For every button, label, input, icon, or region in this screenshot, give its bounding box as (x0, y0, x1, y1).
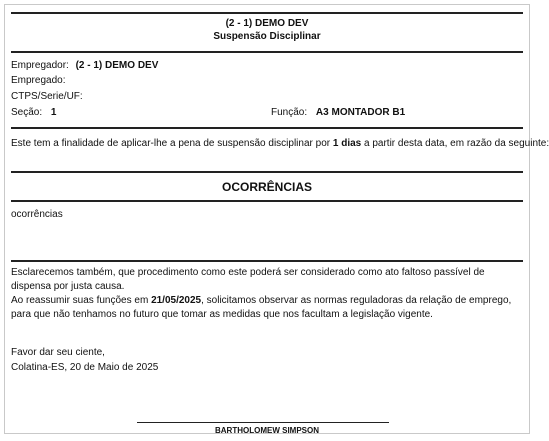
function-value: A3 MONTADOR B1 (315, 107, 406, 118)
suspension-text-after: a partir desta data, em razão da seguinte: (361, 138, 549, 149)
function-row (271, 107, 405, 119)
ctps-row (11, 91, 83, 103)
employer-value: (2 - 1) DEMO DEV (75, 60, 159, 71)
top-rule (11, 12, 523, 14)
header-bottom-rule (11, 51, 523, 53)
place-date-text: Colatina-ES, 20 de Maio de 2025 (11, 362, 159, 373)
company-title: (2 - 1) DEMO DEV (225, 18, 309, 29)
suspension-sentence (11, 138, 549, 150)
employee-label: Empregado: (11, 75, 66, 86)
suspension-text-before: Este tem a finalidade de aplicar-lhe a pena de suspensão disciplinar por (11, 138, 333, 149)
closing-text: Favor dar seu ciente, (11, 347, 105, 358)
return-date: 21/05/2025 (151, 295, 202, 306)
employee-section-rule (11, 127, 523, 129)
occurrences-heading: OCORRÊNCIAS (221, 180, 312, 194)
document-title: Suspensão Disciplinar (213, 31, 321, 42)
section-value: 1 (50, 107, 57, 118)
clarification-paragraph: Esclarecemos também, que procedimento como este poderá ser considerado como ato faltoso passível de dispensa por justa causa. (11, 267, 485, 292)
return-text-before: Ao reassumir suas funções em (11, 295, 152, 306)
suspension-days: 1 dias (332, 138, 362, 149)
section-label: Seção: (11, 107, 43, 118)
occurrences-end-rule (11, 260, 523, 262)
return-notice-paragraph (11, 294, 525, 322)
ctps-label: CTPS/Serie/UF: (11, 91, 83, 102)
employee-row (11, 75, 65, 87)
document-page (4, 4, 549, 435)
occurrences-top-rule (11, 171, 523, 173)
occurrences-bottom-rule (11, 200, 523, 202)
signature-line (137, 422, 389, 423)
function-label: Função: (271, 107, 308, 118)
signature-name: BARTHOLOMEW SIMPSON (215, 426, 319, 435)
employer-row (11, 60, 158, 72)
employer-label: Empregador: (11, 60, 69, 71)
return-text-after: , solicitamos observar as normas reguladoras da relação de emprego, para que não tenhamos no futuro que tomar as medidas que nos facultam a legislação vigente. (11, 295, 512, 320)
occurrences-text: ocorrências (11, 209, 63, 220)
section-row (11, 107, 56, 119)
